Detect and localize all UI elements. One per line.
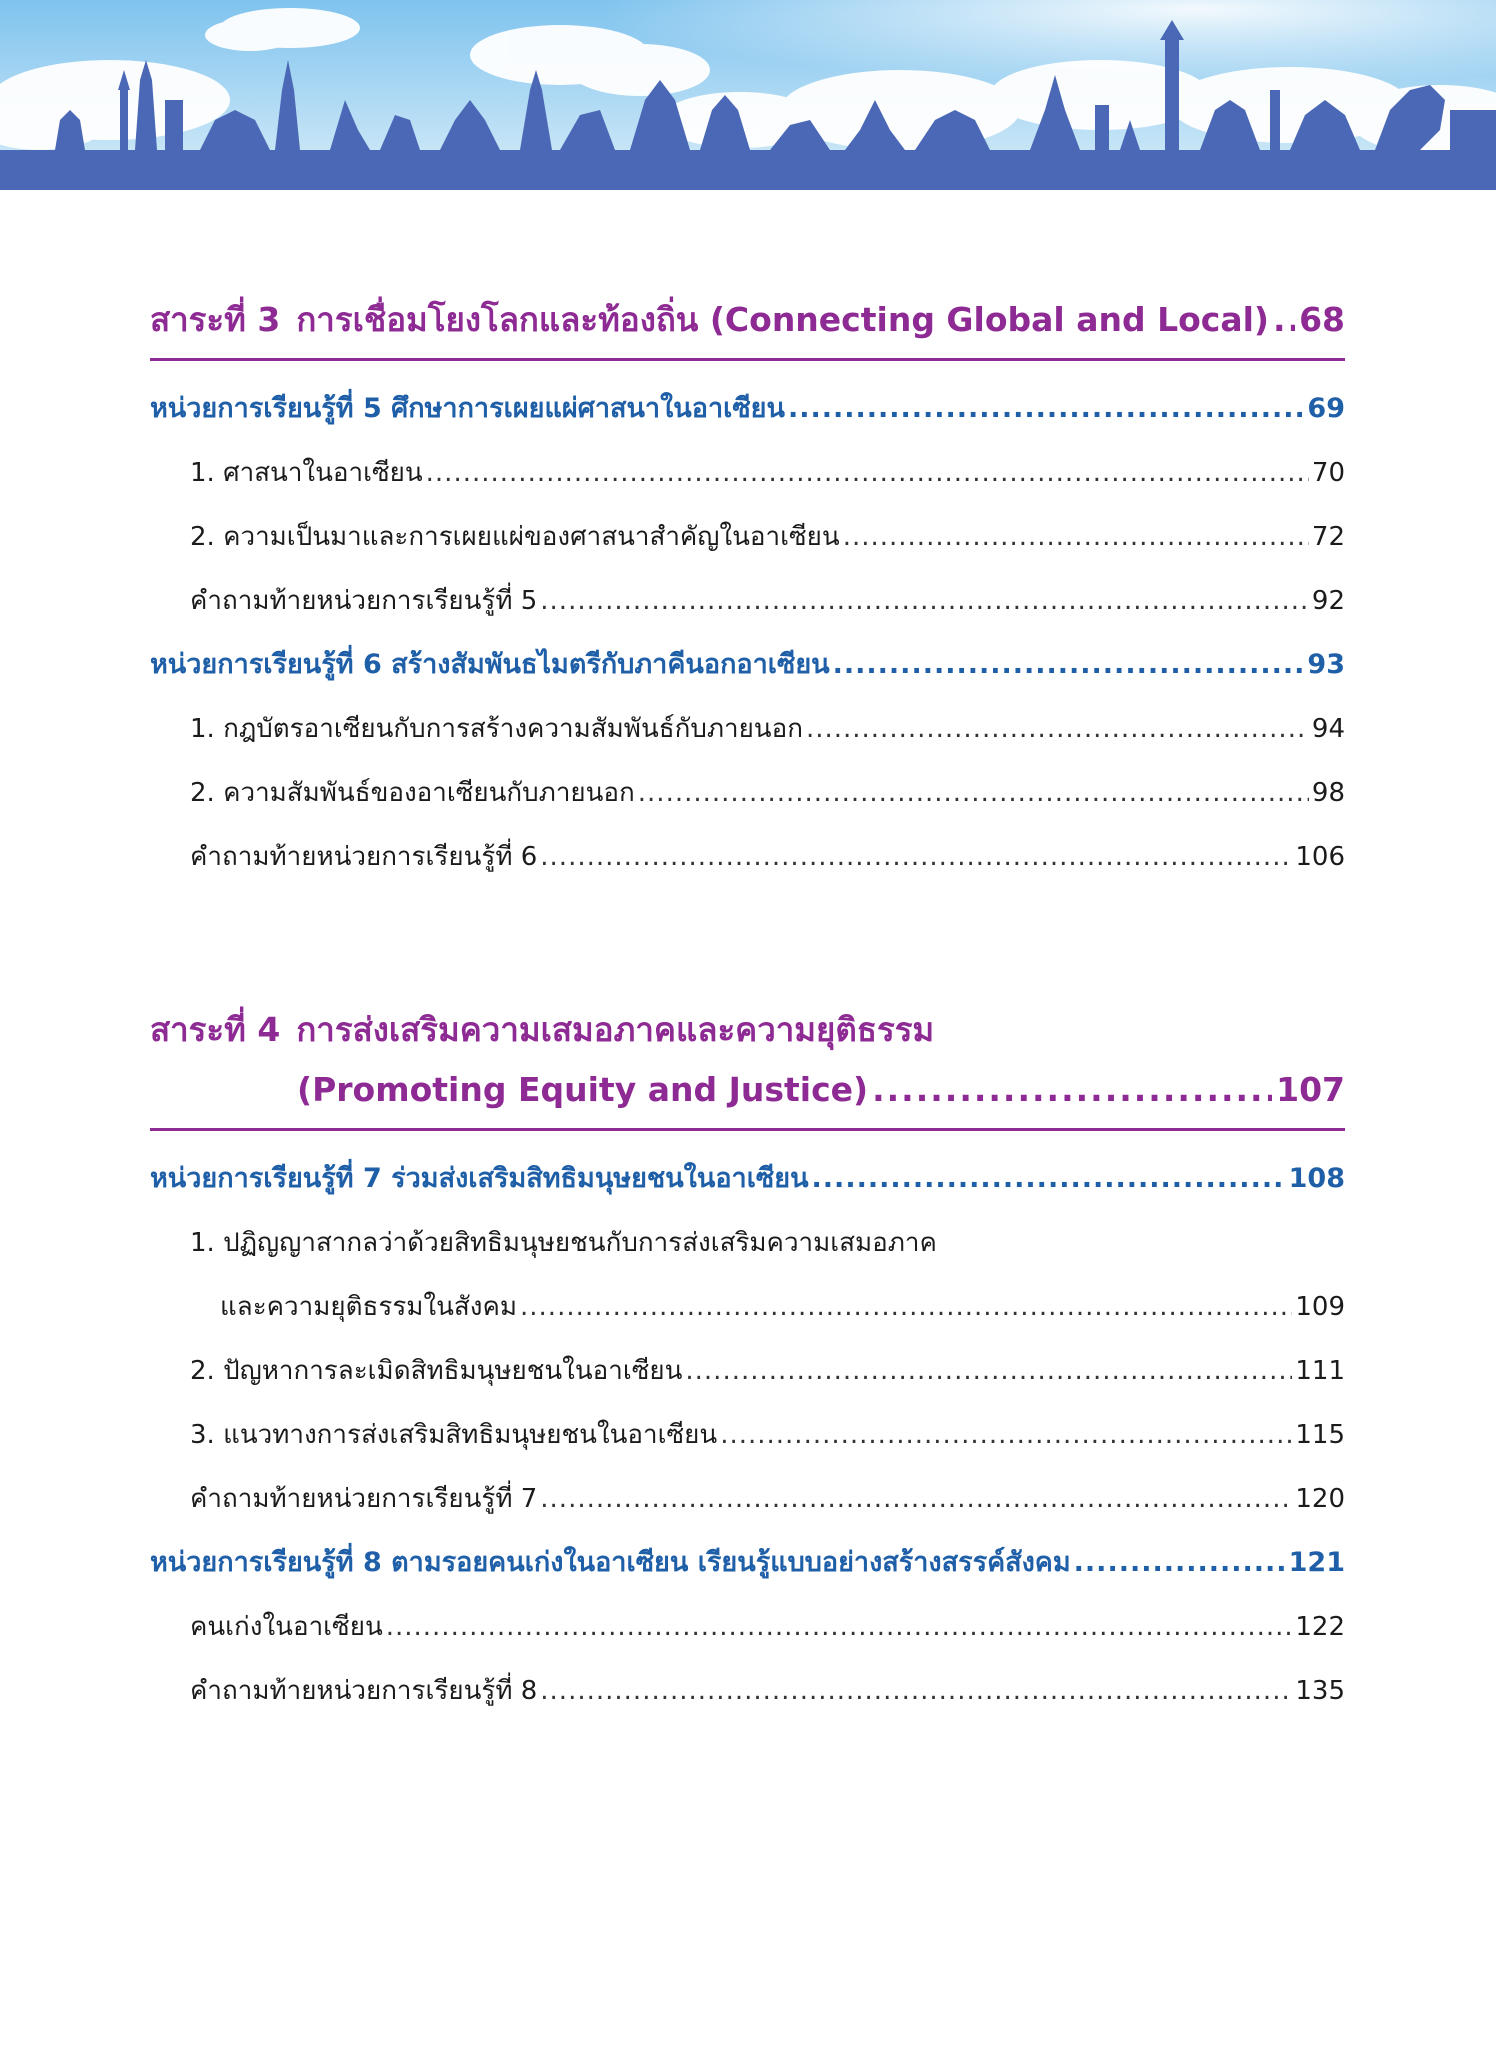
dot-leader	[872, 1060, 1272, 1120]
toc-item[interactable]	[150, 1467, 1345, 1531]
item-title: 2. ปัญหาการละเมิดสิทธิมนุษยชนในอาเซียน	[190, 1356, 683, 1386]
section-label: สาระที่ 3	[150, 300, 281, 339]
dot-leader	[1273, 290, 1295, 350]
skyline-illustration	[0, 0, 1496, 190]
page-number: 120	[1295, 1484, 1345, 1514]
page-number: 108	[1288, 1163, 1345, 1194]
item-title: 2. ความสัมพันธ์ของอาเซียนกับภายนอก	[190, 778, 635, 808]
dot-leader	[540, 825, 1292, 889]
dot-leader	[638, 761, 1309, 825]
unit-title: หน่วยการเรียนรู้ที่ 6 สร้างสัมพันธไมตรีกับภาคีนอกอาเซียน	[150, 649, 830, 680]
toc-item[interactable]	[150, 1339, 1345, 1403]
section-heading[interactable]	[150, 290, 1345, 350]
dot-leader	[806, 697, 1309, 761]
toc-item[interactable]	[150, 569, 1345, 633]
toc-unit-7[interactable]	[150, 1147, 1345, 1211]
dot-leader	[843, 505, 1309, 569]
dot-leader	[386, 1595, 1293, 1659]
page-number: 121	[1288, 1547, 1345, 1578]
dot-leader	[540, 1659, 1292, 1723]
dot-leader	[812, 1147, 1286, 1211]
dot-leader	[520, 1275, 1292, 1339]
toc-unit-6[interactable]	[150, 633, 1345, 697]
section-divider	[150, 1128, 1345, 1131]
section-label: สาระที่ 4	[150, 1010, 281, 1049]
page-number: 92	[1311, 586, 1345, 616]
item-title: คนเก่งในอาเซียน	[190, 1612, 383, 1642]
dot-leader	[788, 377, 1304, 441]
item-title: คำถามท้ายหน่วยการเรียนรู้ที่ 5	[190, 586, 538, 616]
dot-leader	[1074, 1531, 1286, 1595]
section-title-line2: (Promoting Equity and Justice)	[297, 1070, 869, 1109]
toc-item[interactable]	[150, 1595, 1345, 1659]
page-number: 115	[1295, 1420, 1345, 1450]
unit-title: หน่วยการเรียนรู้ที่ 5 ศึกษาการเผยแผ่ศาสนาในอาเซียน	[150, 393, 785, 424]
item-title: 1. ศาสนาในอาเซียน	[190, 458, 423, 488]
page-number: 122	[1295, 1612, 1345, 1642]
page-number: 70	[1311, 458, 1345, 488]
item-title: และความยุติธรรมในสังคม	[220, 1292, 518, 1322]
section-title: การเชื่อมโยงโลกและท้องถิ่น (Connecting Global and Local)	[296, 300, 1269, 339]
toc-item[interactable]	[150, 505, 1345, 569]
page-number: 109	[1295, 1292, 1345, 1322]
page-number: 94	[1311, 714, 1345, 744]
dot-leader	[685, 1339, 1292, 1403]
page-number: 106	[1295, 842, 1345, 872]
page-number: 107	[1276, 1070, 1345, 1109]
toc-item-continued[interactable]	[150, 1275, 1345, 1339]
page-number: 72	[1311, 522, 1345, 552]
page-number: 98	[1311, 778, 1345, 808]
toc-item[interactable]	[150, 1403, 1345, 1467]
toc-section-4	[150, 1000, 1345, 1723]
toc-list	[150, 1147, 1345, 1723]
unit-title: หน่วยการเรียนรู้ที่ 7 ร่วมส่งเสริมสิทธิมนุษยชนในอาเซียน	[150, 1163, 809, 1194]
toc-unit-8[interactable]	[150, 1531, 1345, 1595]
toc-list	[150, 377, 1345, 889]
unit-title: หน่วยการเรียนรู้ที่ 8 ตามรอยคนเก่งในอาเซียน เรียนรู้แบบอย่างสร้างสรรค์สังคม	[150, 1547, 1071, 1578]
page-number: 135	[1295, 1676, 1345, 1706]
item-title: 2. ความเป็นมาและการเผยแผ่ของศาสนาสำคัญในอาเซียน	[190, 522, 840, 552]
page-number: 69	[1307, 393, 1345, 424]
item-title: คำถามท้ายหน่วยการเรียนรู้ที่ 6	[190, 842, 538, 872]
item-title: 1. ปฏิญญาสากลว่าด้วยสิทธิมนุษยชนกับการส่งเสริมความเสมอภาค	[190, 1228, 937, 1258]
toc-section-3	[150, 290, 1345, 889]
toc-unit-5[interactable]	[150, 377, 1345, 441]
dot-leader	[833, 633, 1305, 697]
page-number: 93	[1307, 649, 1345, 680]
section-divider	[150, 358, 1345, 361]
toc-item[interactable]	[150, 1211, 1345, 1275]
page-number: 68	[1299, 300, 1345, 339]
toc-item[interactable]	[150, 825, 1345, 889]
dot-leader	[426, 441, 1309, 505]
dot-leader	[540, 1467, 1292, 1531]
toc-item[interactable]	[150, 761, 1345, 825]
toc-item[interactable]	[150, 1659, 1345, 1723]
item-title: คำถามท้ายหน่วยการเรียนรู้ที่ 8	[190, 1676, 538, 1706]
dot-leader	[720, 1403, 1292, 1467]
section-heading-continued[interactable]	[150, 1060, 1345, 1120]
item-title: 1. กฎบัตรอาเซียนกับการสร้างความสัมพันธ์กับภายนอก	[190, 714, 803, 744]
item-title: 3. แนวทางการส่งเสริมสิทธิมนุษยชนในอาเซียน	[190, 1420, 718, 1450]
header-banner	[0, 0, 1496, 190]
toc-item[interactable]	[150, 697, 1345, 761]
page-number: 111	[1295, 1356, 1345, 1386]
section-title: การส่งเสริมความเสมอภาคและความยุติธรรม	[296, 1010, 935, 1049]
dot-leader	[540, 569, 1309, 633]
section-heading[interactable]	[150, 1000, 1345, 1060]
item-title: คำถามท้ายหน่วยการเรียนรู้ที่ 7	[190, 1484, 538, 1514]
toc-item[interactable]	[150, 441, 1345, 505]
